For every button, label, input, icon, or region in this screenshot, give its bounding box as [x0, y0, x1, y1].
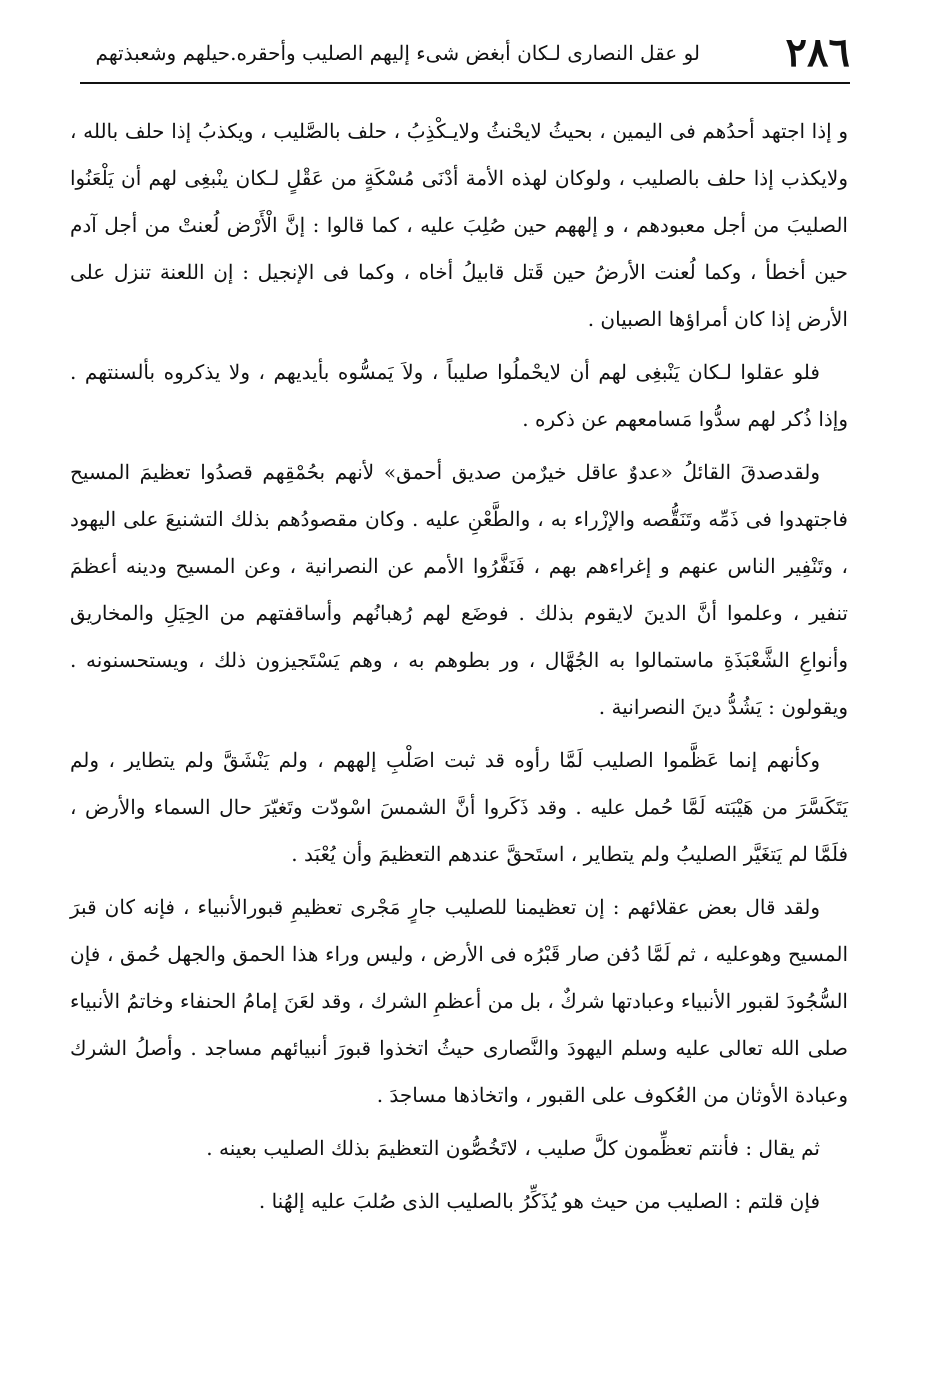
- body-text: [70, 108, 848, 1231]
- running-head: لو عقل النصارى لـكان أبغض شىء إليهم الصليب وأحقره.حيلهم وشعبذتهم: [95, 41, 700, 65]
- paragraph: ولقد قال بعض عقلائهم : إن تعظيمنا للصليب جارٍ مَجْرى تعظيمِ قبورالأنبياء ، فإنه كان قبرَ المسيح وهوعليه ، ثم لَمَّا دُفن صار قَبْرُه فى الأرض ، وليس وراء هذا الحمق والجهل حُمق ، فإن السُّجُودَ لقبور الأنبياء وعبادتها شركٌ ، بل من أعظمِ الشرك ، وقد لعَنَ إمامُ الحنفاء وخاتمُ الأنبياء صلى الله تعالى عليه وسلم اليهودَ والنَّصارى حيثُ اتخذوا قبورَ أنبيائهم مساجد . وأصلُ الشرك وعبادة الأوثان من العُكوف على القبور ، واتخاذها مساجدَ .: [70, 895, 848, 1107]
- paragraph: فلو عقلوا لـكان يَنْبغِى لهم أن لايحْملُوا صليباً ، ولاَ يَمسُّوه بأيديهم ، ولا يذكروه بألسنتهم . وإذا ذُكر لهم سدُّوا مَسامعهم عن ذكره .: [70, 360, 848, 431]
- paragraph: ثم يقال : فأنتم تعظِّمون كلَّ صليب ، لاتَخُصُّون التعظيمَ بذلك الصليب بعينه .: [206, 1136, 820, 1160]
- paragraph: وكأنهم إنما عَظَّموا الصليب لَمَّا رأوه قد ثبت اصَلْبِ إلههم ، ولم يَنْشَقَّ ولم يتطاير ، ولم يَتَكَسَّرَ من هَيْبَته لَمَّا حُمل عليه . وقد ذَكَروا أنَّ الشمسَ اسْودّت وتَغيّرَ حال السماء والأرض ، فلَمَّا لم يَتغَيَّر الصليبُ ولم يتطاير ، استَحقَّ عندهم التعظيمَ وأن يُعْبَد .: [70, 748, 848, 866]
- header-rule: [80, 82, 850, 84]
- paragraph: و إذا اجتهد أحدُهم فى اليمين ، بحيثُ لايحْنثُ ولايـكْذِبُ ، حلف بالصَّليب ، ويكذبُ إذا حلف بالله ، ولايكذب إذا حلف بالصليب ، ولوكان لهذه الأمة أدْنَى مُسْكَةٍ من عَقْلٍ لـكان ينْبغِى لهم أن يَلْعَنُوا الصليبَ من أجل معبودهم ، و إلههم حين صُلِبَ عليه ، كما قالوا : إنَّ الْأَرْض لُعنتْ من أجل آدم حين أخطأ ، وكما لُعنت الأرضُ حين قَتل قابيلُ أخاه ، وكما فى الإنجيل : إن اللعنة تنزل على الأرض إذا كان أمراؤها الصبيان .: [70, 119, 848, 331]
- page-header: [80, 28, 850, 80]
- paragraph: فإن قلتم : الصليب من حيث هو يُذَكِّرُ بالصليب الذى صُلبَ عليه إلهُنا .: [258, 1189, 820, 1213]
- page-number: ٢٨٦: [785, 29, 850, 76]
- paragraph: ولقدصدقَ القائلُ «عدوٌ عاقل خيرٌمن صديق أحمق» لأنهم بحُمْقِهم قصدُوا تعظيمَ المسيح فاجتهدوا فى ذَمِّه وتَنَقُّصه والإزْراء به ، والطَّعْنِ عليه . وكان مقصودُهم بذلك التشنيعَ على اليهود ، وتَنْفِير الناس عنهم و إغراءهم بهم ، فَنَفَّرُوا الأمم عن النصرانية ، وعن المسيح ودينه أعظمَ تنفير ، وعلموا أنَّ الدينَ لايقوم بذلك . فوضَع لهم رُهبانُهم وأساقفتهم من الحِيَلِ والمخاريق وأنواعِ الشَّعْبَذَةِ ماستمالوا به الجُهَّال ، ور بطوهم به ، وهم يَسْتَجيزون ذلك ، ويستحسنونه . ويقولون : يَشُدُّ دينَ النصرانية .: [70, 460, 848, 719]
